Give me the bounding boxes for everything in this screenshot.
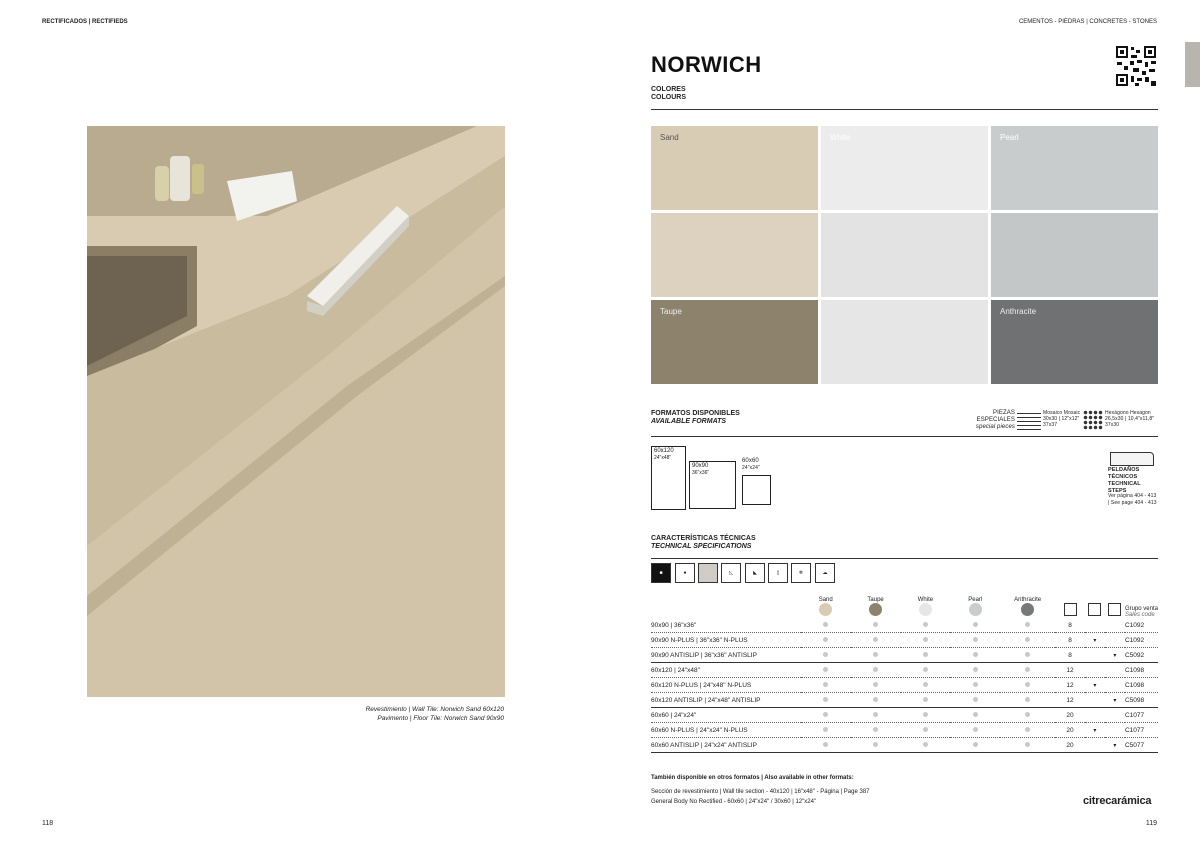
nplus-mark: ▾ (1085, 678, 1105, 693)
caption-line-floor: Pavimento | Floor Tile: Norwich Sand 90x90 (377, 715, 504, 722)
antislip-mark: ▾ (1105, 738, 1125, 753)
rectified-icon: ● (675, 563, 695, 583)
colour-body-icon (698, 563, 718, 583)
formats-heading-en: AVAILABLE FORMATS (651, 418, 727, 425)
formats-heading-es: FORMATOS DISPONIBLES (651, 410, 740, 417)
row-qty: 12 (1055, 663, 1085, 678)
col-anthracite-swatch (1021, 603, 1034, 616)
row-code: C5098 (1125, 693, 1158, 708)
row-format: 60x120 ANTISLIP | 24"x48" ANTISLIP (651, 693, 801, 708)
qr-code-icon[interactable] (1115, 45, 1157, 87)
swatch-label: White (830, 133, 851, 142)
row-format: 90x90 ANTISLIP | 36"x36" ANTISLIP (651, 648, 801, 663)
format-inch: 36"x36" (692, 470, 710, 476)
hexagon-label: Hexágono Hexagon 26,5x30 | 10,4"x11,8" 37x30 (1105, 410, 1155, 428)
specs-heading-en: TECHNICAL SPECIFICATIONS (651, 543, 752, 550)
row-qty: 12 (1055, 678, 1085, 693)
other-formats-note: También disponible en otros formatos | Also available in other formats: (651, 775, 854, 781)
product-title: NORWICH (651, 52, 762, 77)
swatch-white (821, 126, 988, 210)
section-tab (1185, 42, 1200, 87)
swatch-taupe (651, 300, 818, 384)
row-code: C5092 (1125, 648, 1158, 663)
row-code: C1092 (1125, 618, 1158, 633)
format-60x120 (651, 446, 686, 510)
swatch-label: Pearl (1000, 133, 1019, 142)
col-sand-swatch (819, 603, 832, 616)
swatch-pearl (991, 126, 1158, 210)
table-row (651, 648, 1158, 663)
table-header (651, 588, 1158, 618)
table-row (651, 708, 1158, 723)
section-header-left: RECTIFICADOS | RECTIFIEDS (42, 19, 128, 25)
table-row (651, 723, 1158, 738)
row-code: C1077 (1125, 723, 1158, 738)
table-row (651, 618, 1158, 633)
divider (651, 558, 1158, 559)
col-pearl-swatch (969, 603, 982, 616)
body-type-icon: ■ (651, 563, 671, 583)
caption-line-wall: Revestimiento | Wall Tile: Norwich Sand 60x120 (365, 706, 504, 713)
format-inch: 24"x24" (742, 465, 760, 471)
row-format: 90x90 N-PLUS | 36"x36" N-PLUS (651, 633, 801, 648)
row-format: 60x120 N-PLUS | 24"x48" N-PLUS (651, 678, 801, 693)
special-pieces-es: PIEZAS ESPECIALES (976, 410, 1015, 423)
row-format: 60x120 | 24"x48" (651, 663, 801, 678)
specifications-table (651, 588, 1158, 753)
wall-tile-section-note: Sección de revestimiento | Wall tile section - 40x120 | 16"x48" - Página | Page 387 (651, 789, 870, 795)
technical-steps-label: PELDAÑOS TÉCNICOS TECHNICAL STEPS (1108, 467, 1141, 494)
swatch-pearl-detail (991, 213, 1158, 297)
hexagon-icon (1083, 410, 1103, 430)
table-row (651, 678, 1158, 693)
sales-group-label: Grupo venta (1124, 606, 1158, 612)
nplus-mark: ▾ (1085, 723, 1105, 738)
swatch-label: Anthracite (1000, 307, 1037, 316)
swatch-anthracite (991, 300, 1158, 384)
format-size: 60x120 (654, 448, 674, 454)
colours-heading (651, 86, 686, 102)
slip-icon (1108, 603, 1121, 616)
specs-heading-es: CARACTERÍSTICAS TÉCNICAS (651, 535, 756, 542)
row-qty: 12 (1055, 693, 1085, 708)
surface-icon (1088, 603, 1101, 616)
table-row (651, 633, 1158, 648)
swatch-label: Sand (660, 133, 679, 142)
swatch-white-2 (821, 300, 988, 384)
frost-icon: ❄ (791, 563, 811, 583)
format-90x90 (689, 461, 736, 509)
table-row (651, 738, 1158, 753)
section-header-right: CEMENTOS - PIEDRAS | CONCRETES - STONES (1018, 19, 1157, 25)
col-taupe-swatch (869, 603, 882, 616)
row-qty: 8 (1055, 618, 1085, 633)
bathroom-photo (87, 126, 505, 697)
step-icon (1110, 452, 1154, 466)
mosaic-icon (1017, 410, 1041, 430)
special-pieces-label (975, 410, 1015, 431)
col-pearl: Pearl (968, 597, 983, 603)
format-60x60 (742, 475, 771, 505)
outdoor-icon: ☁ (815, 563, 835, 583)
row-format: 60x60 | 24"x24" (651, 708, 801, 723)
colours-heading-en: COLOURS (651, 94, 686, 101)
special-pieces-en: special pieces (975, 424, 1015, 430)
door-icon: ▯ (768, 563, 788, 583)
row-qty: 8 (1055, 648, 1085, 663)
format-size: 90x90 (692, 463, 709, 469)
col-sand: Sand (818, 597, 833, 603)
colours-heading-es: COLORES (651, 86, 686, 93)
photo-caption (300, 705, 504, 723)
col-taupe: Taupe (867, 597, 884, 603)
swatch-sand-detail (651, 213, 818, 297)
antislip-mark: ▾ (1105, 693, 1125, 708)
swatch-white-detail (821, 213, 988, 297)
format-60x60-label (742, 458, 760, 472)
wall-use-icon: ◣ (745, 563, 765, 583)
page-number-left: 118 (42, 820, 54, 827)
technical-steps-pages: Ver página 404 - 413 | See page 404 - 413 (1108, 493, 1157, 506)
format-inch: 24"x48" (654, 455, 672, 461)
page-number-right: 119 (1145, 820, 1157, 827)
divider (651, 436, 1158, 437)
specs-heading (651, 535, 756, 551)
swatch-label: Taupe (660, 307, 682, 316)
pieces-box-icon (1064, 603, 1077, 616)
col-anthracite: Anthracite (1014, 597, 1042, 603)
row-code: C1098 (1125, 663, 1158, 678)
sales-group-sub: Sales code (1124, 612, 1155, 618)
row-format: 60x60 ANTISLIP | 24"x24" ANTISLIP (651, 738, 801, 753)
brand-logo: citrecarámica (1083, 795, 1152, 807)
divider (651, 109, 1158, 110)
nplus-mark: ▾ (1085, 633, 1105, 648)
row-code: C1077 (1125, 708, 1158, 723)
row-qty: 8 (1055, 633, 1085, 648)
format-size: 60x60 (742, 458, 759, 464)
row-code: C1092 (1125, 633, 1158, 648)
colour-swatch-grid (651, 126, 1158, 384)
table-row (651, 663, 1158, 678)
mosaic-label: Mosaico Mosaic 30x30 | 12"x12" 37x37 (1043, 410, 1081, 428)
row-qty: 20 (1055, 738, 1085, 753)
row-qty: 20 (1055, 723, 1085, 738)
row-code: C5077 (1125, 738, 1158, 753)
floor-use-icon: ◺ (721, 563, 741, 583)
col-white: White (917, 597, 934, 603)
row-format: 60x60 N-PLUS | 24"x24" N-PLUS (651, 723, 801, 738)
antislip-mark: ▾ (1105, 648, 1125, 663)
row-qty: 20 (1055, 708, 1085, 723)
formats-heading (651, 410, 740, 426)
col-white-swatch (919, 603, 932, 616)
row-format: 90x90 | 36"x36" (651, 618, 801, 633)
general-body-note: General Body No Rectified - 60x60 | 24"x24" / 30x60 | 12"x24" (651, 799, 817, 805)
swatch-sand (651, 126, 818, 210)
table-row (651, 693, 1158, 708)
row-code: C1098 (1125, 678, 1158, 693)
